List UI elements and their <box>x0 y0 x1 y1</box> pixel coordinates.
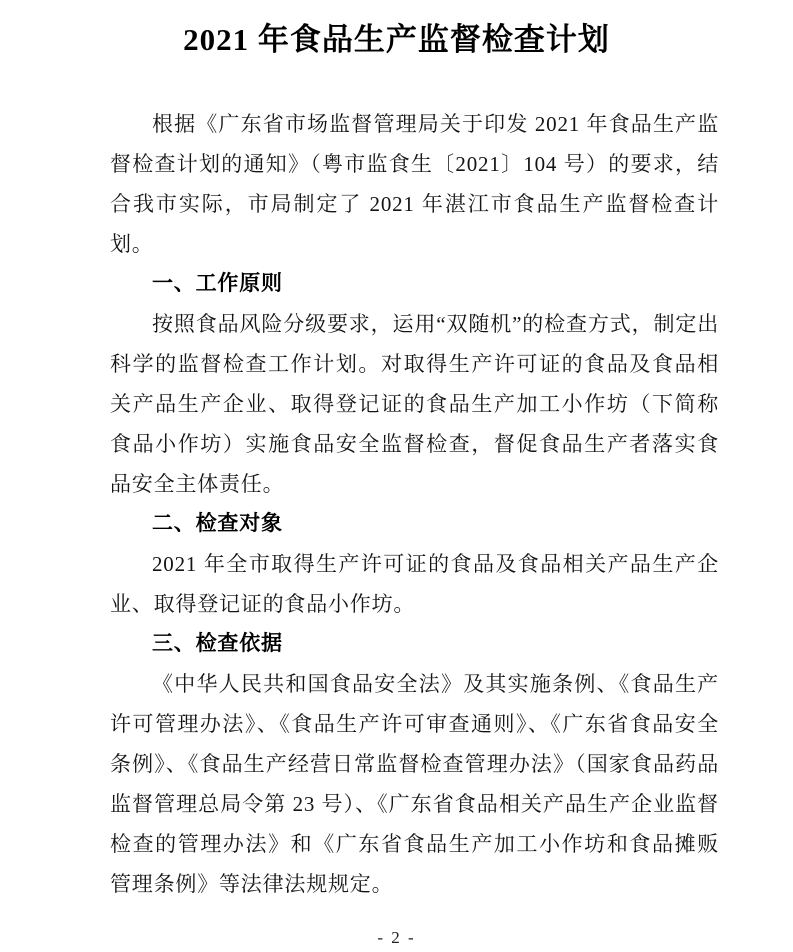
document-body <box>0 104 793 904</box>
section-heading-inspection-targets: 二、检查对象 <box>152 512 283 535</box>
section-heading-inspection-basis: 三、检查依据 <box>152 632 283 655</box>
paragraph-intro: 根据《广东省市场监督管理局关于印发 2021 年食品生产监督检查计划的通知》（粤市监食生〔2021〕104 号）的要求，结合我市实际，市局制定了 2021 年湛江市食品生产监督检查计划。 <box>110 112 719 256</box>
section-heading-work-principles: 一、工作原则 <box>152 272 283 295</box>
paragraph-inspection-targets: 2021 年全市取得生产许可证的食品及食品相关产品生产企业、取得登记证的食品小作坊。 <box>110 552 719 616</box>
paragraph-work-principles: 按照食品风险分级要求，运用“双随机”的检查方式，制定出科学的监督检查工作计划。对取得生产许可证的食品及食品相关产品生产企业、取得登记证的食品生产加工小作坊（下简称食品小作坊）实施食品安全监督检查，督促食品生产者落实食品安全主体责任。 <box>110 312 719 496</box>
paragraph-inspection-basis: 《中华人民共和国食品安全法》及其实施条例、《食品生产许可管理办法》、《食品生产许可审查通则》、《广东省食品安全条例》、《食品生产经营日常监督检查管理办法》（国家食品药品监督管理总局令第 23 号）、《广东省食品相关产品生产企业监督检查的管理办法》和《广东省食品生产加工小作坊和食品摊贩管理条例》等法律法规规定。 <box>110 672 719 896</box>
document-title: 2021 年食品生产监督检查计划 <box>183 22 610 57</box>
page-number: - 2 - <box>377 928 416 947</box>
